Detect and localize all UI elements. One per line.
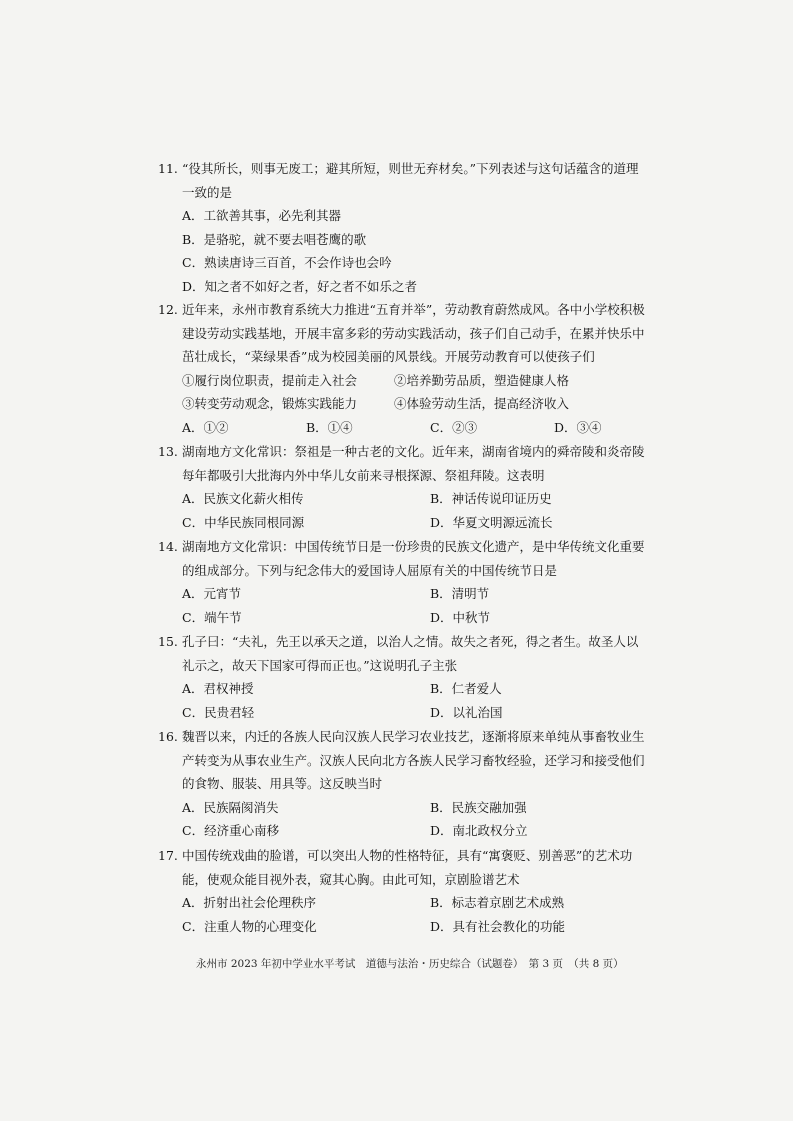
question-13 <box>158 440 678 534</box>
statement-2: ②培养勤劳品质，塑造健康人格 <box>394 372 570 388</box>
option-row <box>158 915 678 939</box>
page-footer: 永州市 2023 年初中学业水平考试 道德与法治・历史综合（试题卷） 第 3 页 （共 8 页） <box>196 958 624 970</box>
option-d[interactable]: D．③④ <box>554 419 602 435</box>
question-stem: 湖南地方文化常识：祭祖是一种古老的文化。近年来，湖南省境内的舜帝陵和炎帝陵 <box>182 444 645 459</box>
question-stem: 的组成部分。下列与纪念伟大的爱国诗人屈原有关的中国传统节日是 <box>182 562 558 578</box>
question-14 <box>158 535 678 629</box>
question-number: 12. <box>158 302 178 317</box>
option-d[interactable]: D．以礼治国 <box>430 704 503 720</box>
option-row <box>158 511 678 535</box>
option-b[interactable]: B．①④ <box>306 419 353 435</box>
option-b[interactable]: B．仁者爱人 <box>430 681 502 696</box>
question-stem: 近年来，永州市教育系统大力推进“五育并举”，劳动教育蔚然成风。各中小学校积极 <box>182 302 645 317</box>
option-row <box>158 582 678 606</box>
option-row <box>158 819 678 843</box>
question-number: 15. <box>158 634 178 649</box>
option-a[interactable]: A．折射出社会伦理秩序 <box>182 895 317 910</box>
option-row <box>158 701 678 725</box>
question-stem: 中国传统戏曲的脸谱，可以突出人物的性格特征，具有“寓褒贬、别善恶”的艺术功 <box>182 848 633 863</box>
question-11 <box>158 157 678 298</box>
option-b[interactable]: B．标志着京剧艺术成熟 <box>430 895 565 910</box>
question-15 <box>158 630 678 724</box>
option-d[interactable]: D．中秋节 <box>430 609 491 625</box>
option-row <box>158 891 678 915</box>
statement-1: ①履行岗位职责，提前走入社会 <box>182 372 358 388</box>
question-stem: 能，使观众能目视外表，窥其心胸。由此可知，京剧脸谱艺术 <box>182 871 520 887</box>
question-stem: 礼示之，故天下国家可得而正也。”这说明孔子主张 <box>182 657 458 673</box>
option-row <box>158 487 678 511</box>
question-stem: 湖南地方文化常识：中国传统节日是一份珍贵的民族文化遗产，是中华传统文化重要 <box>182 539 645 554</box>
question-stem: 建设劳动实践基地，开展丰富多彩的劳动实践活动，孩子们自己动手，在累并快乐中 <box>182 325 645 341</box>
option-b[interactable]: B．民族交融加强 <box>430 799 527 815</box>
option-b[interactable]: B．是骆驼，就不要去唱苍鹰的歌 <box>182 231 367 247</box>
question-stem: 孔子曰：“夫礼，先王以承天之道，以治人之情。故失之者死，得之者生。故圣人以 <box>182 634 639 649</box>
question-number: 14. <box>158 539 178 554</box>
question-number: 17. <box>158 848 178 863</box>
question-16 <box>158 725 678 843</box>
option-c[interactable]: C．民贵君轻 <box>182 704 255 720</box>
option-row <box>158 677 678 701</box>
option-a[interactable]: A．民族文化薪火相传 <box>182 491 304 506</box>
option-b[interactable]: B．神话传说印证历史 <box>430 491 552 506</box>
question-12 <box>158 298 678 439</box>
option-d[interactable]: D．知之者不如好之者，好之者不如乐之者 <box>182 278 418 294</box>
question-stem: 魏晋以来，内迁的各族人民向汉族人民学习农业技艺，逐渐将原来单纯从事畜牧业生 <box>182 729 645 744</box>
question-stem: 一致的是 <box>182 184 233 200</box>
option-row <box>158 796 678 820</box>
option-b[interactable]: B．清明节 <box>430 586 490 601</box>
question-number: 13. <box>158 444 178 459</box>
question-number: 11. <box>158 161 178 176</box>
question-stem: “役其所长，则事无废工；避其所短，则世无弃材矣。”下列表述与这句话蕴含的道理 <box>182 161 639 176</box>
statement-4: ④体验劳动生活，提高经济收入 <box>394 396 570 411</box>
question-stem: 茁壮成长，“菜绿果香”成为校园美丽的风景线。开展劳动教育可以使孩子们 <box>182 349 595 364</box>
question-number: 16. <box>158 729 178 744</box>
option-row <box>158 416 678 440</box>
option-d[interactable]: D．华夏文明源远流长 <box>430 514 553 530</box>
option-c[interactable]: C．经济重心南移 <box>182 823 280 838</box>
option-d[interactable]: D．具有社会教化的功能 <box>430 918 566 934</box>
statement-row <box>158 369 678 393</box>
option-a[interactable]: A．民族隔阂消失 <box>182 799 279 815</box>
question-stem: 的食物、服装、用具等。这反映当时 <box>182 776 383 791</box>
question-stem: 产转变为从事农业生产。汉族人民向北方各族人民学习畜牧经验，还学习和接受他们 <box>182 752 645 768</box>
option-d[interactable]: D．南北政权分立 <box>430 823 528 838</box>
option-c[interactable]: C．中华民族同根同源 <box>182 514 305 530</box>
option-a[interactable]: A．工欲善其事，必先利其器 <box>182 208 342 223</box>
option-row <box>158 606 678 630</box>
option-a[interactable]: A．①② <box>182 419 229 435</box>
question-17 <box>158 844 678 938</box>
option-a[interactable]: A．元宵节 <box>182 586 242 601</box>
option-c[interactable]: C．②③ <box>430 419 478 435</box>
option-a[interactable]: A．君权神授 <box>182 681 254 696</box>
question-stem: 每年都吸引大批海内外中华儿女前来寻根探源、祭祖拜陵。这表明 <box>182 467 545 483</box>
option-c[interactable]: C．注重人物的心理变化 <box>182 918 317 934</box>
statement-row <box>158 392 678 416</box>
statement-3: ③转变劳动观念，锻炼实践能力 <box>182 396 358 411</box>
option-c[interactable]: C．熟读唐诗三百首，不会作诗也会吟 <box>182 255 392 270</box>
option-c[interactable]: C．端午节 <box>182 609 242 625</box>
